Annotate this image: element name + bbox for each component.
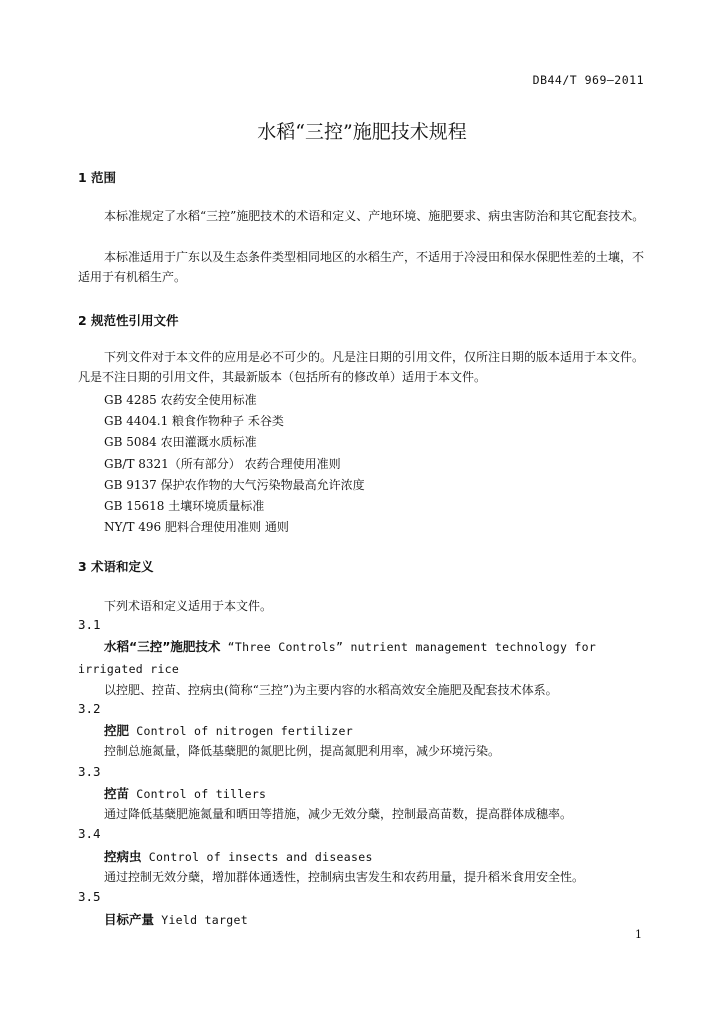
reference-item: GB/T 8321（所有部分） 农药合理使用准则 bbox=[104, 457, 341, 471]
term-heading bbox=[104, 721, 353, 739]
reference-item: GB 15618 土壤环境质量标准 bbox=[104, 499, 265, 513]
reference-item: GB 9137 保护农作物的大气污染物最高允许浓度 bbox=[104, 478, 365, 492]
term-definition: 以控肥、控苗、控病虫(简称“三控”)为主要内容的水稻高效安全施肥及配套技术体系。 bbox=[104, 683, 558, 697]
standard-code: DB44/T 969—2011 bbox=[532, 73, 644, 87]
term-number: 3.5 bbox=[78, 889, 101, 904]
section-heading-scope: 1 范围 bbox=[78, 170, 117, 185]
term-chinese: 控病虫 bbox=[104, 849, 142, 864]
document-title: 水稻“三控”施肥技术规程 bbox=[257, 121, 467, 143]
term-english: Control of tillers bbox=[129, 787, 267, 801]
term-english: “Three Controls” nutrient management technology for irrigated rice bbox=[78, 640, 597, 676]
term-number: 3.3 bbox=[78, 764, 101, 779]
term-definition: 通过降低基蘖肥施氮量和晒田等措施，减少无效分蘖，控制最高苗数，提高群体成穗率。 bbox=[104, 807, 573, 821]
scope-paragraph-2: 本标准适用于广东以及生态条件类型相同地区的水稻生产，不适用于冷浸田和保水保肥性差的土壤，不适用于有机稻生产。 bbox=[78, 250, 645, 284]
reference-item: NY/T 496 肥料合理使用准则 通则 bbox=[104, 520, 289, 534]
reference-item: GB 4285 农药安全使用标准 bbox=[104, 393, 257, 407]
page-number: 1 bbox=[635, 928, 642, 941]
term-number: 3.4 bbox=[78, 826, 101, 841]
term-chinese: 目标产量 bbox=[104, 912, 155, 927]
reference-item: GB 5084 农田灌溉水质标准 bbox=[104, 435, 257, 449]
term-definition: 通过控制无效分蘖，增加群体通透性，控制病虫害发生和农药用量，提升稻米食用安全性。 bbox=[104, 870, 585, 884]
scope-paragraph-1: 本标准规定了水稻“三控”施肥技术的术语和定义、产地环境、施肥要求、病虫害防治和其它配套技术。 bbox=[104, 209, 645, 223]
term-heading bbox=[104, 847, 373, 865]
reference-item: GB 4404.1 粮食作物种子 禾谷类 bbox=[104, 414, 284, 428]
references-intro: 下列文件对于本文件的应用是必不可少的。凡是注日期的引用文件，仅所注日期的版本适用于本文件。凡是不注日期的引用文件，其最新版本（包括所有的修改单）适用于本文件。 bbox=[78, 350, 645, 384]
terms-intro: 下列术语和定义适用于本文件。 bbox=[104, 599, 273, 613]
term-english: Control of nitrogen fertilizer bbox=[129, 724, 353, 738]
term-chinese: 控肥 bbox=[104, 723, 130, 738]
term-heading bbox=[104, 910, 248, 928]
term-number: 3.2 bbox=[78, 701, 101, 716]
term-chinese: 水稻“三控”施肥技术 bbox=[104, 639, 221, 654]
term-english: Yield target bbox=[154, 913, 248, 927]
term-number: 3.1 bbox=[78, 617, 101, 632]
term-definition: 控制总施氮量，降低基蘖肥的氮肥比例，提高氮肥利用率，减少环境污染。 bbox=[104, 744, 501, 758]
section-heading-normative-references: 2 规范性引用文件 bbox=[78, 313, 179, 328]
section-heading-terms-definitions: 3 术语和定义 bbox=[78, 559, 154, 574]
term-chinese: 控苗 bbox=[104, 786, 130, 801]
term-english: Control of insects and diseases bbox=[141, 850, 373, 864]
term-heading bbox=[78, 636, 646, 680]
term-heading bbox=[104, 784, 266, 802]
